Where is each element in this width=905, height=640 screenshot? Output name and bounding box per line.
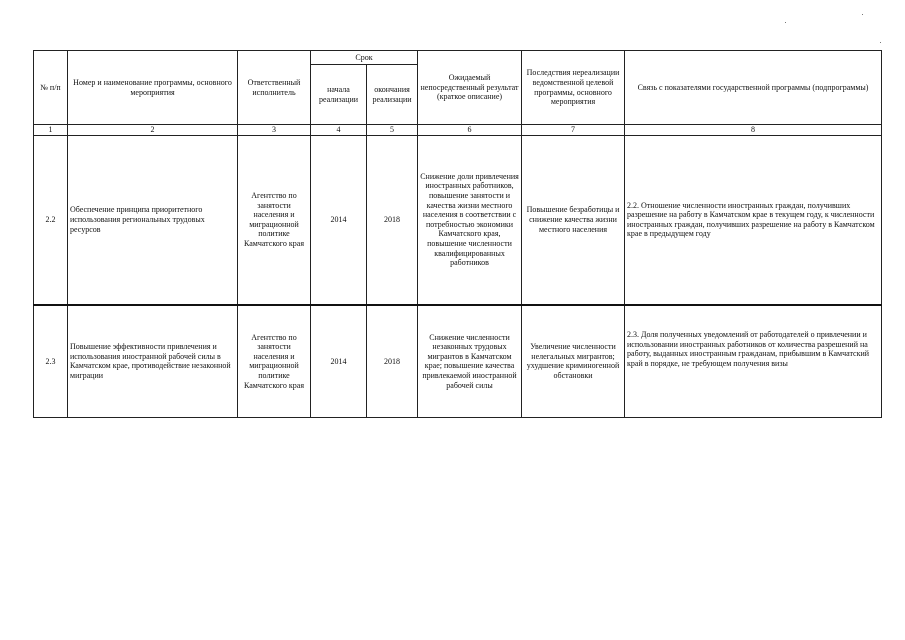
row-consequence: Повышение безработицы и снижение качества жизни местного населения [522, 135, 625, 305]
row-result-cell [418, 135, 522, 305]
scan-speck [785, 22, 786, 23]
header-executor: Ответственный исполнитель [238, 51, 311, 125]
column-number: 6 [418, 125, 522, 136]
row-consequence: Увеличение численности нелегальных мигрантов; ухудшение криминогенной обстановки [522, 305, 625, 417]
column-number: 2 [68, 125, 238, 136]
row-program-name: Повышение эффективности привлечения и использования иностранной рабочей силы в Камчатском крае, противодействие незаконной миграции [68, 305, 238, 417]
row-number: 2.2 [34, 135, 68, 305]
column-number: 1 [34, 125, 68, 136]
column-number: 4 [311, 125, 367, 136]
row-result: Снижение доли привлечения иностранных работников, повышение занятости и качества жизни местного населения в соответствии с потребностью экономики Камчатского края, повышение численности квалифицированных работников [420, 171, 519, 268]
table-row [34, 305, 882, 417]
row-link: 2.3. Доля полученных уведомлений от работодателей о привлечении и использовании иностранных работников от количества разрешений на работу, выданных иностранным гражданам, прибывшим в Камчатский край в порядке, не требующем получения визы [625, 305, 882, 417]
row-executor: Агентство по занятости населения и миграционной политике Камчатского края [238, 305, 311, 417]
row-program-name: Обеспечение принципа приоритетного использования региональных трудовых ресурсов [68, 135, 238, 305]
header-consequence: Последствия нереализации ведомственной целевой программы, основного мероприятия [522, 51, 625, 125]
row-number: 2.3 [34, 305, 68, 417]
program-measures-table [33, 50, 882, 418]
row-executor: Агентство по занятости населения и миграционной политике Камчатского края [238, 135, 311, 305]
row-start-year: 2014 [311, 135, 367, 305]
column-number: 7 [522, 125, 625, 136]
row-end-year: 2018 [367, 135, 418, 305]
column-number: 8 [625, 125, 882, 136]
header-number: № п/п [34, 51, 68, 125]
header-term-start: начала реализации [311, 65, 367, 125]
row-result: Снижение численности незаконных трудовых мигрантов в Камчатском крае; повышение качества привлекаемой иностранной рабочей силы [418, 305, 522, 417]
scan-speck [880, 42, 881, 43]
row-end-year: 2018 [367, 305, 418, 417]
header-link: Связь с показателями государственной программы (подпрограммы) [625, 51, 882, 125]
scan-speck [862, 14, 863, 15]
header-term: Срок [311, 51, 418, 65]
table-row [34, 135, 882, 305]
header-program-name: Номер и наименование программы, основного мероприятия [68, 51, 238, 125]
column-number: 5 [367, 125, 418, 136]
header-term-end: окончания реализации [367, 65, 418, 125]
row-start-year: 2014 [311, 305, 367, 417]
column-number: 3 [238, 125, 311, 136]
row-link: 2.2. Отношение численности иностранных граждан, получивших разрешение на работу в Камчатском крае в текущем году, к численности иностранных граждан, получивших разрешение на работу в Камчатском крае в предыдущем году [625, 135, 882, 305]
header-result: Ожидаемый непосредственный результат (краткое описание) [418, 51, 522, 125]
